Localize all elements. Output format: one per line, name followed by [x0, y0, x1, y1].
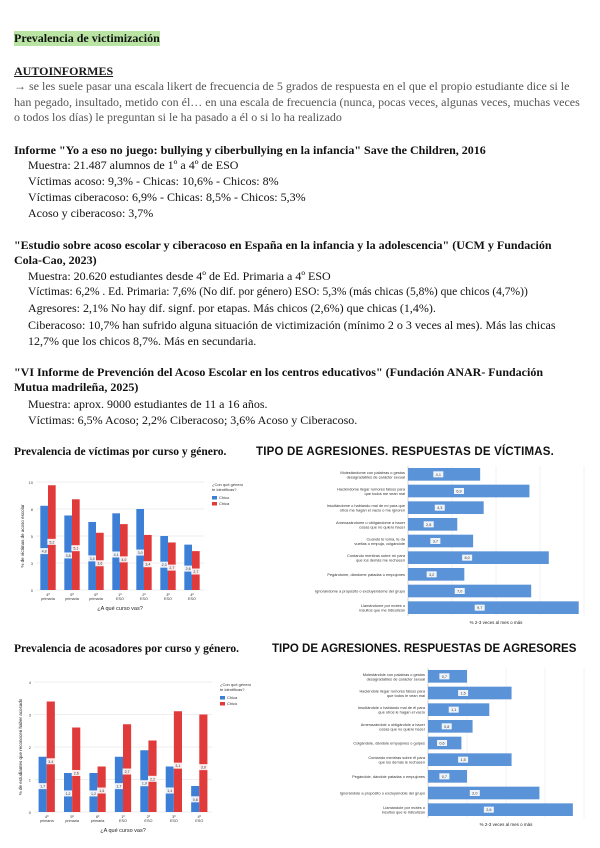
category-label: Colgándole, dándole empujones o golpes [353, 740, 425, 746]
x-tick-label: 3º [172, 815, 176, 819]
y-tick-label: 5 [30, 534, 33, 539]
study-2-line: Muestra: 20.620 estudiantes desde 4º de Ed. Primaria a 4º ESO [28, 269, 331, 283]
category-label: Molestándole con palabras o gestos [362, 671, 425, 677]
category-label: Contando mentiras sobre mí para [347, 553, 405, 559]
data-label: 2,0 [472, 791, 478, 796]
data-label: 3,4 [48, 759, 54, 764]
data-label: 1,9 [141, 781, 147, 786]
y-tick-label: 3 [30, 561, 33, 566]
victims-course-chart [14, 464, 242, 626]
study-2-line: Agresores: 2,1% No hay dif. signf. por etapas. Más chicos (2,6%) que chicas (1,4%). [28, 301, 436, 315]
x-tick-label: ESO [169, 819, 178, 823]
study-1-line: Víctimas ciberacoso: 6,9% - Chicas: 8,5% - Chicos: 5,3% [28, 190, 306, 204]
study-1-line: Acoso y ciberacoso: 3,7% [28, 206, 154, 220]
x-tick-label: ESO [187, 597, 197, 601]
bar [428, 787, 539, 800]
bar [48, 485, 56, 590]
study-2-line: Víctimas: 6,2% . Ed. Primaria: 7,6% (No dif. por género) ESO: 5,3% (más chicas (5,8%) que chicos (4,7%)) [28, 286, 528, 298]
data-label: 8,0 [464, 556, 470, 561]
legend-swatch [220, 696, 225, 700]
data-label: 9,7 [477, 606, 483, 611]
data-label: 2,7 [124, 770, 130, 775]
x-axis-label: ¿A qué curso vas? [100, 828, 146, 834]
legend-label: Chico [219, 495, 230, 500]
x-tick-label: primaria [89, 597, 103, 601]
study-3-line: Muestra: aprox. 9000 estudiantes de 11 a 16 años. [28, 397, 268, 411]
data-label: 3,1 [175, 764, 181, 769]
data-label: 3,6 [97, 561, 103, 566]
data-label: 2,6 [73, 771, 79, 776]
category-label: Ignorándome a propósito o excluyéndome del grupo [315, 588, 405, 594]
category-label: Molestándome con palabras o gestos [340, 469, 405, 475]
category-label: Amenazándome u obligándome a hacer [336, 519, 405, 525]
category-label: Ignorándole a propósito o excluyéndole del grupo [339, 790, 425, 796]
category-label: Pegándome, dándome patadas o empujones [327, 571, 405, 577]
study-3-title: "VI Informe de Prevención del Acoso Escolar en los centros educativos" (Fundación ANAR- Fundación Mutua madrileña, 2025) [14, 365, 543, 394]
data-label: 6,9 [456, 489, 462, 494]
study-1-line: Víctimas acoso: 9,3% - Chicas: 10,6% - Chicos: 8% [28, 174, 279, 188]
legend-swatch [212, 496, 217, 500]
bar [408, 601, 579, 614]
x-tick-label: 5º [70, 593, 74, 597]
bar [408, 468, 480, 481]
y-axis-label: % de víctimas de acoso escolar [20, 504, 25, 568]
bar [199, 715, 207, 813]
study-3-line: Víctimas: 6,5% Acoso; 2,2% Ciberacoso; 3,6% Acoso y Ciberacoso. [28, 413, 358, 427]
category-label: insultos que me ridiculizan [359, 607, 405, 613]
legend-label: Chica [219, 501, 230, 506]
data-label: 7,0 [457, 589, 463, 594]
category-label: otros me hagan el vacío o me ignoren [339, 507, 405, 513]
x-tick-label: 4º [46, 593, 50, 597]
data-label: 4,0 [121, 557, 127, 562]
y-tick-label: 3 [28, 712, 31, 718]
x-tick-label: 6º [95, 815, 100, 819]
data-label: 1,2 [65, 791, 71, 796]
category-label: Cuando te toma, te da [366, 536, 405, 542]
x-tick-label: ESO [195, 819, 204, 823]
bar [408, 585, 531, 598]
x-tick-label: 2º [146, 815, 151, 819]
page-title: Prevalencia de victimización [14, 31, 160, 45]
x-tick-label: 4º [190, 593, 194, 597]
data-label: 0,8 [444, 724, 450, 729]
data-label: 3,8 [65, 553, 71, 558]
data-label: 3,0 [137, 551, 143, 556]
data-label: 0,7 [441, 674, 448, 679]
study-2-line: Ciberacoso: 10,7% han sufrido alguna situación de victimización (mínimo 2 o 3 veces al mes). Más las chicas 12,7% que los chicos 8,7%. Más en secundaria. [28, 318, 556, 348]
victims-course-title: Prevalencia de víctimas por curso y género. [14, 446, 227, 458]
category-label: que los demás me rechacen [356, 557, 405, 563]
x-tick-label: 2º [142, 593, 146, 597]
data-label: 2,6 [185, 567, 191, 572]
category-label: Insultándole o hablando mal de él para [357, 705, 425, 711]
x-tick-label: primaria [41, 597, 55, 601]
legend-label: Chica [227, 695, 238, 700]
legend-title: ¿Con qué género [220, 682, 252, 687]
legend-title: te identificas? [212, 487, 237, 492]
data-label: 4,1 [113, 552, 119, 557]
data-label: 3,7 [432, 539, 438, 544]
bar [123, 724, 131, 812]
x-axis-label: % 2-3 veces al mes o más [479, 822, 533, 827]
category-label: que los demás le rechacen [378, 759, 425, 765]
legend-title: te identificas? [220, 687, 245, 692]
x-tick-label: 1º [118, 593, 122, 597]
x-tick-label: primaria [39, 819, 54, 823]
category-label: insultos que le ridiculizan [381, 809, 425, 815]
victims-types-title: TIPO DE AGRESIONES. RESPUESTAS DE VÍCTIMAS. [256, 446, 555, 458]
bar [47, 702, 55, 813]
data-label: 1,2 [91, 791, 97, 796]
bar [428, 687, 512, 700]
data-label: 3,4 [89, 556, 95, 561]
legend-swatch [220, 702, 225, 706]
x-tick-label: 3º [166, 593, 170, 597]
victims-types-chart [252, 462, 588, 632]
data-label: 2,7 [193, 570, 199, 575]
data-label: 3,2 [429, 572, 435, 577]
category-label: Insultándome o hablando mal de mí para que [326, 503, 405, 509]
x-tick-label: ESO [144, 819, 153, 823]
bar [72, 728, 80, 813]
x-tick-label: 1º [121, 815, 125, 819]
data-label: 5,1 [73, 546, 79, 551]
y-tick-label: 1 [28, 777, 31, 783]
category-label: que todos le vean mal [386, 693, 425, 698]
category-label: desagradables de carácter sexual [346, 474, 405, 480]
data-label: 2,2 [149, 777, 155, 782]
data-label: 2,8 [426, 522, 432, 527]
bar [428, 753, 512, 766]
x-tick-label: 5º [70, 815, 74, 819]
category-label: que otros le hagan el vacío [378, 709, 425, 715]
y-tick-label: 2 [28, 745, 31, 750]
x-axis-label: ¿A qué curso vas? [97, 606, 143, 612]
bar [408, 551, 549, 564]
study-1-line: Muestra: 21.487 alumnos de 1º a 4º de ESO [28, 158, 239, 172]
data-label: 1,5 [460, 691, 466, 696]
data-label: 3,0 [200, 765, 206, 770]
category-label: Haciéndome llegar rumores falsos para [337, 486, 405, 492]
x-tick-label: ESO [115, 597, 125, 601]
category-label: desagradables de carácter sexual [366, 676, 425, 682]
data-label: 5,2 [49, 540, 55, 545]
y-tick-label: 10 [28, 480, 33, 485]
category-label: Llamándole por motes o [383, 805, 425, 811]
y-axis-label: % de estudiantes que reconocen haber acosado [18, 698, 23, 796]
x-tick-label: primaria [90, 819, 105, 823]
category-label: Pegándole, dándole patadas o empujones [352, 773, 425, 779]
bar [428, 803, 573, 816]
y-tick-label: 0 [28, 810, 31, 815]
x-axis-label: % 2-3 veces al mes o más [469, 620, 523, 625]
data-label: 1,7 [40, 784, 46, 789]
bar [408, 535, 473, 548]
data-label: 0,7 [441, 774, 448, 779]
x-tick-label: primaria [65, 597, 79, 601]
autoinformes-text: → se les suele pasar una escala likert de frecuencia de 5 grados de respuesta en el que el propio estudiante dice si le han pegado, insultado, metido con él… en una escala de frecuencia (nunca, pocas veces, algunas veces, muchas veces o todos los días) le preguntan si le ha pasado a él o si lo ha realizado [14, 79, 580, 124]
aggressors-course-chart [8, 664, 252, 842]
category-label: Llamándome por motes o [360, 603, 405, 609]
data-label: 2,7 [169, 566, 175, 571]
y-tick-label: 8 [30, 507, 33, 512]
data-label: 1,4 [167, 789, 173, 794]
x-tick-label: ESO [163, 597, 173, 601]
bar [408, 485, 529, 498]
data-label: 2,3 [161, 563, 167, 568]
bar [174, 711, 182, 812]
category-label: Contando mentiras sobre él para [368, 755, 425, 761]
bar [72, 499, 80, 590]
bar [408, 501, 484, 514]
x-tick-label: 4º [44, 815, 49, 819]
data-label: 4,3 [437, 506, 443, 511]
study-2-title: "Estudio sobre acoso escolar y ciberacoso en España en la infancia y la adolescencia" (UCM y Fundación Cola-Cao, 2023) [14, 238, 552, 267]
data-label: 4,8 [41, 549, 47, 554]
bar [40, 506, 48, 590]
data-label: 1,4 [99, 789, 105, 794]
aggressors-types-chart [282, 662, 588, 832]
data-label: 4,1 [435, 472, 441, 477]
legend-swatch [212, 502, 217, 506]
category-label: que todos me vean mal [364, 491, 405, 496]
x-tick-label: ESO [139, 597, 149, 601]
category-label: Haciéndole llegar rumores falsos para [359, 688, 425, 694]
data-label: 0,8 [192, 797, 198, 802]
category-label: cosas que no quiere hacer [379, 726, 425, 732]
legend-label: Chico [227, 701, 238, 706]
bar [136, 509, 144, 590]
legend-title: ¿Con qué género [212, 482, 244, 487]
x-tick-label: ESO [118, 819, 128, 823]
category-label: vueltas o empuja, colgándote [354, 541, 405, 546]
data-label: 1,1 [451, 708, 457, 713]
autoinformes-heading: AUTOINFORMES [14, 64, 114, 78]
study-1-title: Informe "Yo a eso no juego: bullying y ciberbullying en la infancia" Save the Children, 2016 [14, 143, 486, 157]
data-label: 0,6 [439, 741, 445, 746]
data-label: 3,4 [145, 562, 151, 567]
aggressors-types-title: TIPO DE AGRESIONES. RESPUESTAS DE AGRESORES [272, 643, 577, 655]
y-tick-label: 0 [30, 588, 33, 593]
x-tick-label: 4º [197, 815, 202, 819]
aggressors-course-title: Prevalencia de acosadores por curso y género. [14, 643, 239, 655]
y-tick-label: 4 [28, 680, 31, 685]
category-label: Amenazándole u obligándole a hacer [360, 721, 425, 727]
x-tick-label: primaria [65, 819, 80, 823]
data-label: 1,5 [460, 758, 466, 763]
x-tick-label: 6º [94, 593, 98, 597]
data-label: 1,7 [116, 784, 122, 789]
data-label: 2,6 [486, 808, 492, 813]
category-label: cosas que no quiero hacer [359, 524, 405, 530]
